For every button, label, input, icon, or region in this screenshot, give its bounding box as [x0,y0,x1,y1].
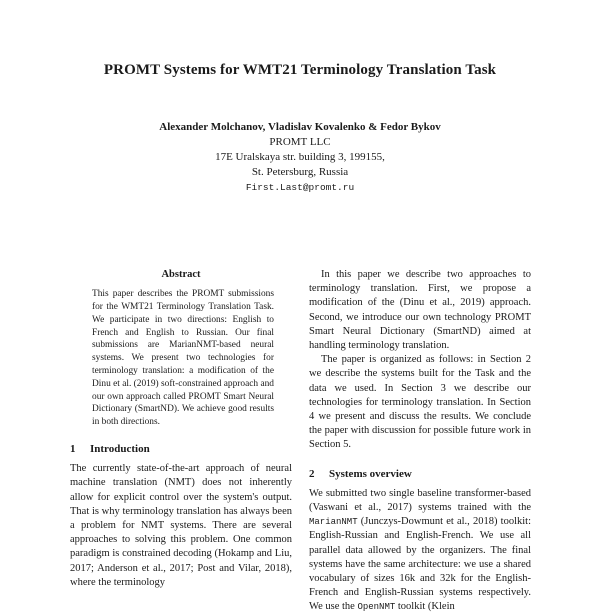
abstract-heading: Abstract [161,269,201,280]
abstract-text: This paper describes the PROMT submissions for the WMT21 Terminology Translation Task. We participate in two directions: English to French and English to Russian. Our final submissions are MarianNMT-based neural systems. We present two technologies for terminology translation: a modification of the Dinu et al. (2019) soft-constrained approach and our own approach called PROMT Smart Neural Dictionary (SmartND). We achieve good results in both directions. [92,289,274,428]
affiliation: PROMT LLC [269,136,331,148]
author-names: Alexander Molchanov, Vladislav Kovalenko & Fedor Bykov [159,121,441,133]
intro-paragraph-1: In this paper we describe two approaches to terminology translation. First, we propose a modification of the (Dinu et al., 2019) approach. Second, we introduce our own technology PROMT Smart Neural Dictionary (SmartND) aimed at handling terminology translation. [309,269,531,352]
address-line-1: 17E Uralskaya str. building 3, 199155, [215,151,385,163]
opennmt-toolkit-name: OpenNMT [357,602,396,613]
section-1-title: Introduction [90,442,150,455]
intro-paragraph-2: The paper is organized as follows: in Section 2 we describe the systems built for the Task and the data we used. In Section 3 we describe our technologies for terminology translation. In Section 4 we present and discuss the results. We conclude the paper with discussion for possible future work in Section 5. [309,354,531,451]
section-2-number: 2 [309,467,315,480]
section-2-text-a: We submitted two single baseline transformer-based (Vaswani et al., 2017) systems trained with the [309,487,531,514]
section-1-number: 1 [70,442,76,455]
author-email: First.Last@promt.ru [245,182,355,193]
section-1-text: The currently state-of-the-art approach of neural machine translation (NMT) does not inherently allow for explicit control over the system's output. That is why terminology translation has always been a problem for NMT systems. There are several approaches to solving this problem. One common paradigm is constrained decoding (Hokamp and Liu, 2017; Anderson et al., 2017; Post and Vilar, 2018), where the terminology [70,463,292,588]
right-column [309,268,531,615]
left-column [70,268,292,590]
marian-toolkit-name: MarianNMT [309,517,358,528]
paper-title: PROMT Systems for WMT21 Terminology Translation Task [103,62,497,78]
address-line-2: St. Petersburg, Russia [251,166,349,178]
section-2-text-c: toolkit (Klein [395,601,455,613]
section-2-text [309,487,531,615]
section-1-heading [70,442,292,456]
author-block [0,120,600,195]
section-2-heading [309,467,531,481]
section-2-text-b: (Junczys-Dowmunt et al., 2018) toolkit: English-Russian and English-French. We use all parallel data allowed by the organizers. The final systems have the same architecture: we use a shared vocabulary of sizes 16k and 32k for the English-French and English-Russian systems respectively. We use the [309,516,531,613]
section-2-title: Systems overview [329,467,412,480]
